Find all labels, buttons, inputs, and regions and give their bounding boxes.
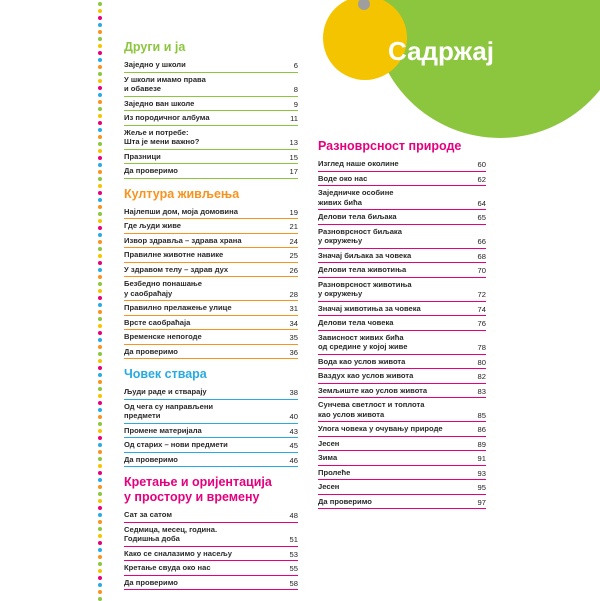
toc-entry-title: Седмица, месец, година. <box>124 524 218 534</box>
toc-entry[interactable] <box>124 97 298 112</box>
border-dot <box>98 534 102 538</box>
toc-entry-page: 48 <box>289 511 298 520</box>
toc-entry[interactable] <box>124 453 298 468</box>
section-title <box>124 367 298 382</box>
toc-entry[interactable] <box>124 111 298 126</box>
header-decoration <box>300 0 600 140</box>
toc-entry-title: Правилне животне навике <box>124 250 224 259</box>
toc-entry[interactable] <box>124 263 298 278</box>
border-dot <box>98 65 102 69</box>
toc-entry[interactable] <box>318 495 486 510</box>
border-dot <box>98 226 102 230</box>
border-dot <box>98 296 102 300</box>
toc-entry[interactable] <box>318 157 486 172</box>
toc-entry-title: Улога човека у очувању природе <box>318 424 443 433</box>
border-dot <box>98 93 102 97</box>
border-dot <box>98 275 102 279</box>
toc-entry-title: Људи раде и стварају <box>124 387 207 396</box>
border-dot <box>98 79 102 83</box>
toc-entry-page: 83 <box>477 386 486 396</box>
toc-entry-title: Временске непогоде <box>124 332 202 341</box>
border-dot <box>98 471 102 475</box>
toc-entry[interactable] <box>124 164 298 179</box>
toc-entry-title: Из породичног албума <box>124 113 210 122</box>
section-title <box>124 187 298 202</box>
toc-entry[interactable] <box>318 331 486 355</box>
toc-entry[interactable] <box>318 437 486 452</box>
toc-entry[interactable] <box>318 355 486 370</box>
border-dot <box>98 506 102 510</box>
toc-entry-title: Делови тела животиња <box>318 265 407 274</box>
toc-entry-title: од средине у којој живе <box>318 342 408 351</box>
border-dot <box>98 415 102 419</box>
border-dot <box>98 268 102 272</box>
border-dot <box>98 352 102 356</box>
border-dot <box>98 107 102 111</box>
border-dot <box>98 177 102 181</box>
toc-entry-title: Воде око нас <box>318 173 368 183</box>
toc-entry-page: 9 <box>293 99 298 109</box>
toc-entry-page: 53 <box>289 549 298 559</box>
border-dot <box>98 191 102 195</box>
toc-entry-title: Значај биљака за човека <box>318 250 412 260</box>
border-dot <box>98 233 102 237</box>
toc-entry[interactable] <box>124 576 298 591</box>
toc-entry-page: 70 <box>477 266 486 275</box>
border-dot <box>98 37 102 41</box>
toc-entry[interactable] <box>124 424 298 439</box>
page-title: Садржај <box>388 36 495 66</box>
toc-entry-title: Од чега су направљени <box>124 401 214 411</box>
toc-entry-divider <box>124 178 298 179</box>
toc-entry-page: 82 <box>477 372 486 381</box>
border-dot <box>98 142 102 146</box>
border-dot <box>98 541 102 545</box>
toc-entry-title: Јесен <box>318 482 340 491</box>
border-dot <box>98 408 102 412</box>
border-dot <box>98 576 102 580</box>
border-dot <box>98 184 102 188</box>
border-dot <box>98 114 102 118</box>
border-dot <box>98 443 102 447</box>
border-dot <box>98 254 102 258</box>
border-dot <box>98 219 102 223</box>
toc-entry-page: 62 <box>477 174 486 184</box>
toc-entry-title: Да проверимо <box>124 166 178 175</box>
section-title-line: Разноврсност природе <box>318 139 462 153</box>
toc-entry-page: 89 <box>477 439 486 449</box>
toc-entry-title: Да проверимо <box>318 496 372 506</box>
toc-entry-title: Делови тела човека <box>318 318 394 327</box>
border-dot <box>98 555 102 559</box>
toc-right-column <box>318 139 486 509</box>
toc-entry-title: Да проверимо <box>124 454 178 464</box>
section-title <box>124 40 298 55</box>
border-dot <box>98 247 102 251</box>
toc-entry-page: 24 <box>289 236 298 246</box>
toc-entry-page: 34 <box>289 318 298 328</box>
toc-entry-title: Пролеће <box>318 467 351 477</box>
toc-entry-page: 93 <box>477 468 486 478</box>
toc-entry[interactable] <box>124 58 298 73</box>
border-dot <box>98 457 102 461</box>
border-dot <box>98 261 102 265</box>
border-dot <box>98 429 102 433</box>
toc-entry-title: У школи имамо права <box>124 74 206 84</box>
toc-entry-page: 46 <box>289 455 298 465</box>
toc-entry[interactable] <box>318 263 486 278</box>
toc-entry-title: Делови тела биљака <box>318 212 397 221</box>
toc-entry-title: Заједничке особине <box>318 188 394 197</box>
toc-entry-title: Ваздух као услов живота <box>318 371 414 380</box>
border-dot <box>98 30 102 34</box>
border-dot <box>98 485 102 489</box>
toc-entry-title: Земљиште као услов живота <box>318 385 428 395</box>
border-dot <box>98 527 102 531</box>
section-title-line: Човек ствара <box>124 367 207 381</box>
toc-entry[interactable] <box>124 150 298 165</box>
toc-entry-title: и обавезе <box>124 84 162 93</box>
toc-entry-title: Заједно ван школе <box>124 98 195 108</box>
toc-entry[interactable] <box>124 205 298 220</box>
border-dot <box>98 499 102 503</box>
toc-entry-title: Правилно прелажење улице <box>124 303 232 312</box>
border-dot <box>98 58 102 62</box>
toc-entry-divider <box>124 589 298 590</box>
toc-entry-page: 91 <box>477 454 486 463</box>
border-dot <box>98 401 102 405</box>
toc-entry-page: 11 <box>290 114 298 123</box>
toc-entry-page: 15 <box>289 152 298 162</box>
border-dot <box>98 513 102 517</box>
toc-entry-page: 13 <box>289 138 298 147</box>
toc-entry-title: Разноврсност животиња <box>318 279 412 289</box>
toc-entry-page: 45 <box>289 441 298 450</box>
toc-entry-title: Извор здравља – здрава храна <box>124 235 242 245</box>
toc-entry-title: Да проверимо <box>124 346 178 356</box>
toc-entry-page: 68 <box>477 251 486 261</box>
border-dot <box>98 205 102 209</box>
toc-entry-page: 72 <box>477 290 486 299</box>
toc-entry-title: Празници <box>124 151 161 161</box>
toc-entry[interactable] <box>318 278 486 302</box>
toc-entry-page: 80 <box>477 357 486 367</box>
toc-entry-page: 60 <box>477 160 486 169</box>
border-dot <box>98 324 102 328</box>
toc-entry-divider <box>124 466 298 467</box>
toc-entry-page: 28 <box>289 289 298 299</box>
section-title-line: Други и ја <box>124 40 186 54</box>
border-dot <box>98 331 102 335</box>
toc-entry[interactable] <box>318 302 486 317</box>
toc-entry-page: 66 <box>477 237 486 246</box>
toc-entry[interactable] <box>124 126 298 150</box>
toc-entry[interactable] <box>318 398 486 422</box>
toc-entry-title: Врсте саобраћаја <box>124 317 191 327</box>
border-dot <box>98 128 102 132</box>
border-dot <box>98 121 102 125</box>
section-title <box>318 139 486 154</box>
border-dot <box>98 478 102 482</box>
border-dot <box>98 2 102 6</box>
toc-entry-page: 21 <box>289 222 298 231</box>
border-dot <box>98 380 102 384</box>
border-dot <box>98 240 102 244</box>
border-dot <box>98 359 102 363</box>
toc-entry-title: Да проверимо <box>124 577 178 587</box>
toc-entry-page: 76 <box>477 319 486 328</box>
toc-entry-title: Вода као услов живота <box>318 356 406 366</box>
border-dot <box>98 345 102 349</box>
toc-entry[interactable] <box>318 480 486 495</box>
border-dot <box>98 16 102 20</box>
toc-entry-title: Од старих – нови предмети <box>124 440 228 449</box>
toc-entry[interactable] <box>124 523 298 547</box>
toc-entry[interactable] <box>318 422 486 437</box>
toc-entry-title: Разноврсност биљака <box>318 226 402 236</box>
toc-entry[interactable] <box>124 248 298 263</box>
border-dot <box>98 23 102 27</box>
toc-entry[interactable] <box>318 466 486 481</box>
toc-entry-page: 65 <box>477 213 486 222</box>
toc-entry[interactable] <box>318 186 486 210</box>
border-dot <box>98 583 102 587</box>
toc-entry[interactable] <box>124 73 298 97</box>
toc-entry-page: 78 <box>477 343 486 352</box>
toc-entry[interactable] <box>318 172 486 187</box>
toc-entry[interactable] <box>124 330 298 345</box>
toc-entry-page: 43 <box>289 426 298 436</box>
border-dot <box>98 100 102 104</box>
section-title-line: у простору и времену <box>124 490 260 504</box>
toc-entry-page: 26 <box>289 265 298 275</box>
toc-entry-page: 51 <box>289 535 298 544</box>
toc-entry-title: Сунчева светлост и топлота <box>318 400 425 409</box>
toc-entry-title: Годишња доба <box>124 534 180 543</box>
border-dot <box>98 156 102 160</box>
toc-entry-page: 36 <box>289 347 298 357</box>
toc-entry-title: Где људи живе <box>124 221 182 230</box>
border-dot <box>98 387 102 391</box>
border-dot <box>98 135 102 139</box>
toc-entry-page: 17 <box>289 167 298 176</box>
toc-entry-title: живих бића <box>318 197 362 207</box>
toc-entry-page: 95 <box>477 483 486 492</box>
border-dot <box>98 548 102 552</box>
toc-entry[interactable] <box>124 385 298 400</box>
toc-entry[interactable] <box>318 369 486 384</box>
toc-entry-divider <box>124 358 298 359</box>
toc-entry-title: Најлепши дом, моја домовина <box>124 206 238 216</box>
dotted-border <box>98 0 104 600</box>
toc-entry-page: 64 <box>477 198 486 208</box>
border-dot <box>98 520 102 524</box>
border-dot <box>98 562 102 566</box>
section-title-line: Кретање и оријентација <box>124 475 272 489</box>
toc-entry[interactable] <box>124 316 298 331</box>
border-dot <box>98 9 102 13</box>
toc-entry-title: предмети <box>124 411 161 420</box>
border-dot <box>98 72 102 76</box>
border-dot <box>98 170 102 174</box>
border-dot <box>98 366 102 370</box>
toc-entry-title: Зима <box>318 453 338 462</box>
toc-entry-title: У здравом телу – здрав дух <box>124 264 229 274</box>
border-dot <box>98 569 102 573</box>
toc-entry-page: 40 <box>289 412 298 421</box>
section-title <box>124 475 298 505</box>
toc-entry[interactable] <box>124 345 298 360</box>
toc-entry-title: Заједно у школи <box>124 60 186 69</box>
toc-entry-page: 58 <box>289 578 298 588</box>
toc-entry-page: 25 <box>289 251 298 260</box>
toc-entry-title: у окружењу <box>318 236 363 245</box>
toc-entry-page: 31 <box>289 304 298 313</box>
border-dot <box>98 163 102 167</box>
toc-entry-page: 19 <box>289 207 298 217</box>
border-dot <box>98 317 102 321</box>
border-dot <box>98 422 102 426</box>
border-dot <box>98 51 102 55</box>
toc-entry-page: 97 <box>477 497 486 507</box>
toc-entry-page: 85 <box>477 410 486 420</box>
toc-entry-title: Шта је мени важно? <box>124 137 200 146</box>
border-dot <box>98 450 102 454</box>
toc-entry-title: Жеље и потребе: <box>124 127 189 137</box>
toc-entry[interactable] <box>124 400 298 424</box>
border-dot <box>98 464 102 468</box>
toc-entry[interactable] <box>124 301 298 316</box>
toc-entry-page: 35 <box>289 333 298 342</box>
toc-entry-title: Сат за сатом <box>124 510 172 519</box>
border-dot <box>98 436 102 440</box>
toc-entry[interactable] <box>318 316 486 331</box>
border-dot <box>98 492 102 496</box>
border-dot <box>98 282 102 286</box>
toc-entry[interactable] <box>124 561 298 576</box>
toc-entry-page: 6 <box>293 61 298 70</box>
border-dot <box>98 394 102 398</box>
border-dot <box>98 44 102 48</box>
toc-entry[interactable] <box>318 210 486 225</box>
toc-entry-title: у окружењу <box>318 289 363 298</box>
border-dot <box>98 597 102 601</box>
border-dot <box>98 590 102 594</box>
toc-left-column <box>124 40 298 590</box>
toc-entry-title: Како се сналазимо у насељу <box>124 548 233 558</box>
border-dot <box>98 149 102 153</box>
toc-entry[interactable] <box>124 234 298 249</box>
toc-entry[interactable] <box>124 508 298 523</box>
toc-entry-title: Зависност живих бића <box>318 332 404 342</box>
toc-entry-title: Изглед наше околине <box>318 159 399 168</box>
toc-entry[interactable] <box>124 438 298 453</box>
toc-entry[interactable] <box>124 547 298 562</box>
section-title-line: Култура живљења <box>124 186 240 201</box>
border-dot <box>98 212 102 216</box>
toc-entry-title: Промене материјала <box>124 425 202 435</box>
toc-entry-page: 86 <box>477 425 486 434</box>
toc-entry[interactable] <box>124 219 298 234</box>
toc-entry-title: Јесен <box>318 438 340 448</box>
border-dot <box>98 373 102 377</box>
toc-entry-title: у саобраћају <box>124 288 173 298</box>
toc-entry-title: Значај животиња за човека <box>318 303 421 313</box>
border-dot <box>98 310 102 314</box>
toc-entry[interactable] <box>318 451 486 466</box>
toc-entry-title: као услов живота <box>318 409 385 419</box>
toc-entry-page: 55 <box>289 564 298 573</box>
toc-entry[interactable] <box>124 277 298 301</box>
toc-entry[interactable] <box>318 249 486 264</box>
border-dot <box>98 86 102 90</box>
border-dot <box>98 338 102 342</box>
toc-entry[interactable] <box>318 384 486 399</box>
toc-entry-title: Безбедно понашање <box>124 279 203 288</box>
toc-entry-divider <box>318 508 486 509</box>
green-circle <box>372 0 600 138</box>
toc-entry-page: 38 <box>289 388 298 397</box>
border-dot <box>98 289 102 293</box>
border-dot <box>98 303 102 307</box>
border-dot <box>98 198 102 202</box>
toc-entry-page: 74 <box>477 304 486 314</box>
toc-entry[interactable] <box>318 225 486 249</box>
toc-entry-title: Кретање свуда око нас <box>124 563 211 572</box>
toc-entry-page: 8 <box>293 85 298 94</box>
